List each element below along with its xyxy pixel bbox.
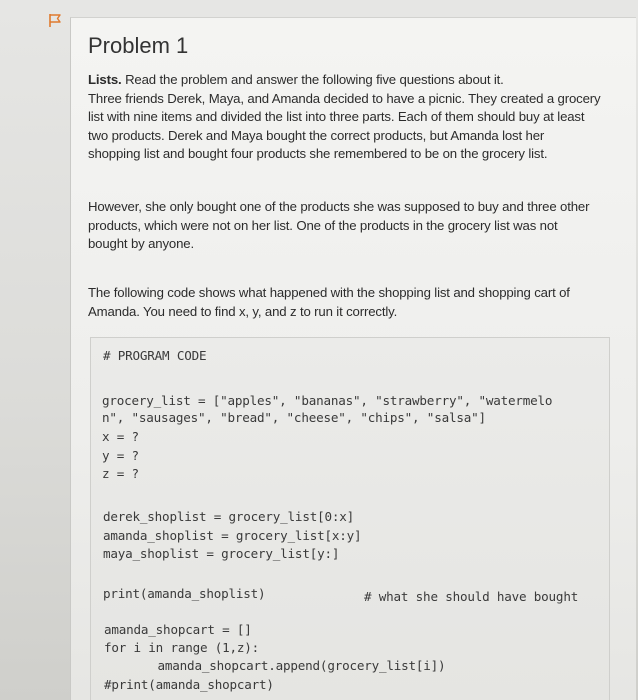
code-line-amanda: amanda_shoplist = grocery_list[x:y] — [103, 528, 362, 543]
code-line-x: x = ? — [102, 429, 139, 444]
code-line-print: print(amanda_shoplist) — [103, 586, 266, 601]
para2-line: products, which were not on her list. One of the products in the grocery list was not — [88, 217, 558, 233]
code-header: # PROGRAM CODE — [103, 348, 207, 363]
flag-icon[interactable] — [47, 13, 63, 28]
code-line-grocery-2: n", "sausages", "bread", "cheese", "chips", "salsa"] — [102, 410, 486, 425]
code-line-grocery-1: grocery_list = ["apples", "bananas", "strawberry", "watermelo — [102, 393, 553, 408]
second-paragraph — [88, 198, 633, 254]
code-line-y: y = ? — [102, 448, 139, 463]
intro-line: two products. Derek and Maya bought the correct products, but Amanda lost her — [88, 127, 545, 143]
intro-line: Read the problem and answer the following five questions about it. — [125, 72, 504, 87]
intro-bold-label: Lists. — [88, 72, 122, 87]
code-line-append: amanda_shopcart.append(grocery_list[i]) — [128, 658, 446, 673]
code-line-maya: maya_shoplist = grocery_list[y:] — [103, 546, 340, 561]
code-line-cart: amanda_shopcart = [] — [104, 622, 252, 637]
code-line-print-cart: #print(amanda_shopcart) — [104, 677, 274, 692]
page-title: Problem 1 — [88, 33, 189, 58]
para2-line: However, she only bought one of the products she was supposed to buy and three other — [88, 199, 590, 214]
intro-line: shopping list and bought four products she remembered to be on the grocery list. — [88, 146, 548, 161]
code-line-for: for i in range (1,z): — [104, 640, 260, 655]
code-line-derek: derek_shoplist = grocery_list[0:x] — [103, 509, 354, 524]
code-line-z: z = ? — [102, 466, 139, 481]
intro-line: list with nine items and divided the list into three parts. Each of them should buy at least — [88, 109, 585, 124]
para2-line: bought by anyone. — [88, 236, 194, 251]
para3-line: Amanda. You need to find x, y, and z to run it correctly. — [88, 303, 398, 319]
intro-line: Three friends Derek, Maya, and Amanda decided to have a picnic. They created a grocery — [88, 90, 601, 106]
intro-paragraph — [88, 71, 633, 164]
code-comment: # what she should have bought — [364, 589, 579, 604]
third-paragraph — [88, 284, 633, 321]
para3-line: The following code shows what happened with the shopping list and shopping cart of — [88, 285, 570, 300]
